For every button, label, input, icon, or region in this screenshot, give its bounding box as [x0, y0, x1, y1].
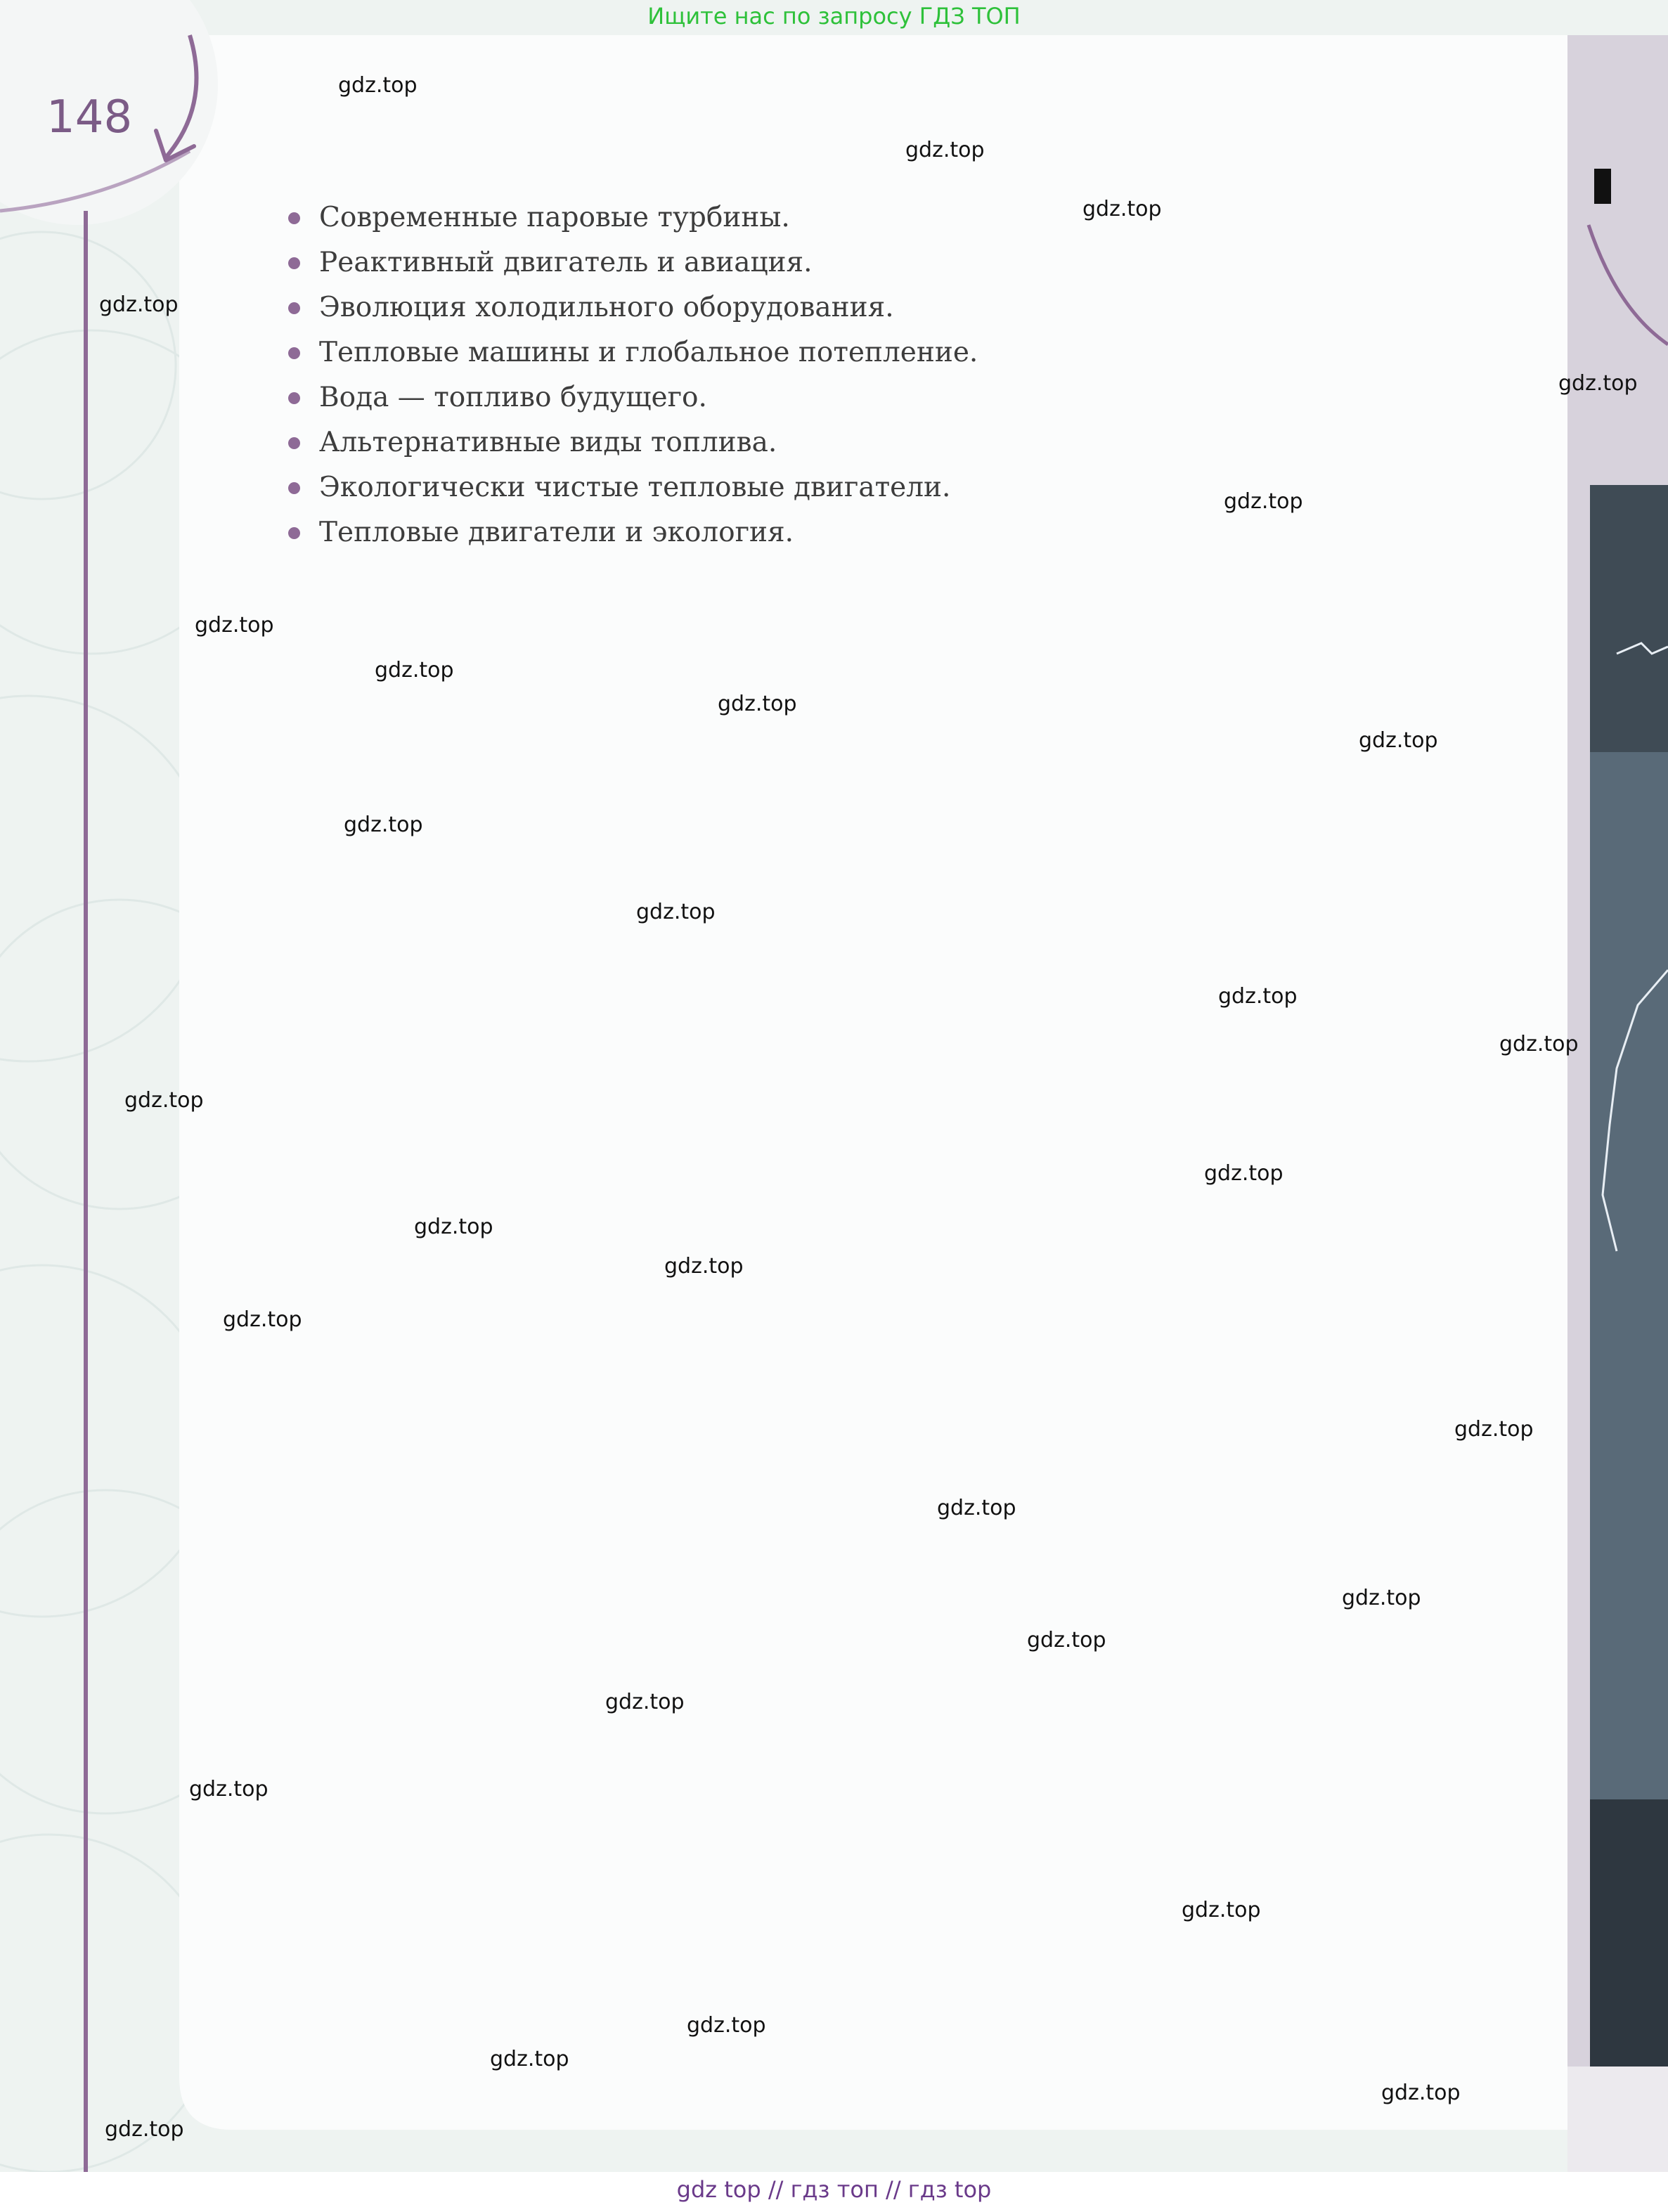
watermark: gdz.top [1204, 1161, 1284, 1186]
bullet-icon [288, 437, 300, 449]
watermark: gdz.top [490, 2047, 569, 2071]
watermark: gdz.top [124, 1088, 204, 1113]
watermark: gdz.top [1359, 728, 1438, 753]
watermark: gdz.top [1499, 1032, 1579, 1056]
watermark: gdz.top [414, 1215, 493, 1239]
list-item [288, 510, 978, 555]
bullet-icon [288, 302, 300, 314]
watermark: gdz.top [605, 1690, 685, 1714]
watermark: gdz.top [344, 813, 423, 837]
watermark: gdz.top [636, 900, 716, 924]
bullet-icon [288, 257, 300, 269]
topic-text: Экологически чистые тепловые двигатели. [319, 472, 951, 503]
watermark: gdz.top [195, 613, 274, 638]
bottom-banner[interactable]: gdz top // гдз топ // гдз top [676, 2176, 992, 2203]
watermark: gdz.top [718, 692, 797, 716]
watermark: gdz.top [1082, 197, 1162, 221]
page-number: 148 [46, 91, 133, 143]
list-item [288, 285, 978, 330]
watermark: gdz.top [223, 1307, 302, 1332]
topic-text: Тепловые двигатели и экология. [319, 517, 794, 548]
topic-text: Тепловые машины и глобальное потепление. [319, 337, 978, 368]
watermark: gdz.top [1027, 1628, 1106, 1652]
watermark: gdz.top [338, 73, 418, 98]
watermark: gdz.top [1381, 2081, 1461, 2105]
list-item [288, 375, 978, 420]
topic-text: Современные паровые турбины. [319, 202, 790, 233]
watermark: gdz.top [905, 138, 985, 162]
watermark: gdz.top [1218, 984, 1298, 1009]
watermark: gdz.top [937, 1496, 1016, 1520]
list-item [288, 195, 978, 240]
topic-text: Реактивный двигатель и авиация. [319, 247, 813, 278]
topic-text: Альтернативные виды топлива. [319, 427, 777, 458]
watermark: gdz.top [687, 2013, 766, 2038]
watermark: gdz.top [105, 2117, 184, 2142]
watermark: gdz.top [1342, 1586, 1421, 1610]
top-banner[interactable]: Ищите нас по запросу ГДЗ ТОП [647, 3, 1021, 30]
watermark: gdz.top [664, 1254, 744, 1279]
list-item [288, 420, 978, 465]
watermark: gdz.top [1182, 1898, 1261, 1922]
list-item [288, 240, 978, 285]
watermark: gdz.top [1454, 1417, 1534, 1442]
watermark: gdz.top [375, 658, 454, 683]
topic-list [288, 195, 978, 555]
topic-text: Вода — топливо будущего. [319, 382, 707, 413]
watermark: gdz.top [1558, 371, 1638, 396]
watermark: gdz.top [99, 292, 179, 317]
list-item [288, 465, 978, 510]
bullet-icon [288, 212, 300, 224]
watermark: gdz.top [189, 1777, 269, 1802]
list-item [288, 330, 978, 375]
bullet-icon [288, 347, 300, 359]
bullet-icon [288, 392, 300, 404]
watermark: gdz.top [1224, 489, 1303, 514]
topic-text: Эволюция холодильного оборудования. [319, 292, 894, 323]
bullet-icon [288, 482, 300, 494]
bullet-icon [288, 527, 300, 539]
